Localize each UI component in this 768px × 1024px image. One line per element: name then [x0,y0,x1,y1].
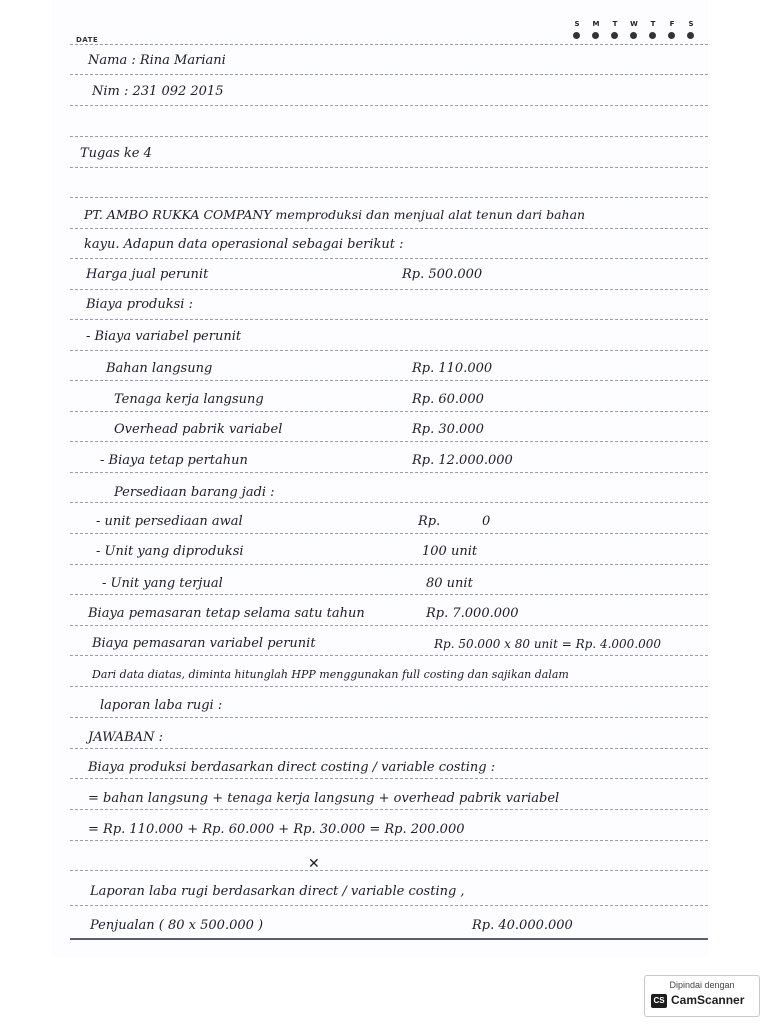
ruled-line [70,380,708,381]
pen-mark: ✕ [308,856,320,872]
camscanner-logo-icon: CS [651,994,667,1008]
ruled-line [70,564,708,565]
question-line-1: Dari data diatas, diminta hitunglah HPP menggunakan full costing dan sajikan dalam [92,668,569,681]
day-label: S [574,20,580,28]
ruled-line [70,289,708,290]
date-label: DATE [76,36,99,44]
units-sold-value: 80 unit [426,576,473,591]
ruled-line [70,167,708,168]
ruled-line [70,748,708,749]
sales-value: Rp. 40.000.000 [472,918,573,933]
answer-line-1: Biaya produksi berdasarkan direct costing / variable costing : [88,760,496,775]
sales-label: Penjualan ( 80 x 500.000 ) [90,918,264,933]
answer-heading: JAWABAN : [88,730,164,745]
ruled-line [70,625,708,626]
ruled-line [70,411,708,412]
ruled-line [70,809,708,810]
question-line-2: laporan laba rugi : [100,698,223,713]
notebook-page [52,0,708,958]
day-dot [630,32,637,39]
name-line: Nama : Rina Mariani [88,53,226,68]
variable-cost-heading: - Biaya variabel perunit [86,329,242,344]
production-cost-heading: Biaya produksi : [86,297,193,312]
income-statement-heading: Laporan laba rugi berdasarkan direct / variable costing , [90,884,465,899]
direct-material-label: Bahan langsung [106,361,213,376]
inventory-heading: Persediaan barang jadi : [114,485,275,500]
ruled-line [70,870,708,871]
beginning-inventory-label: - unit persediaan awal [96,514,243,529]
ruled-line [70,905,708,906]
ruled-line [70,136,708,137]
ruled-line [70,840,708,841]
units-sold-label: - Unit yang terjual [102,576,223,591]
nim-line: Nim : 231 092 2015 [92,84,224,99]
camscanner-watermark [644,975,760,1017]
units-produced-label: - Unit yang diproduksi [96,544,244,559]
beginning-inventory-value: 0 [482,514,491,529]
watermark-brand: CamScanner [671,993,745,1007]
variable-marketing-label: Biaya pemasaran variabel perunit [92,636,316,651]
direct-labor-value: Rp. 60.000 [412,392,484,407]
ruled-line [70,472,708,473]
day-label: W [630,20,638,28]
watermark-caption: Dipindai dengan [669,980,735,990]
ruled-line [70,105,708,106]
day-label: F [669,20,675,28]
variable-overhead-value: Rp. 30.000 [412,422,484,437]
day-label: M [592,20,600,28]
day-label: S [688,20,694,28]
answer-line-2: = bahan langsung + tenaga kerja langsung + overhead pabrik variabel [88,791,560,806]
intro-line-2: kayu. Adapun data operasional sebagai berikut : [84,237,404,252]
ruled-line [70,717,708,718]
day-label: T [612,20,618,28]
day-label: T [650,20,656,28]
fixed-cost-value: Rp. 12.000.000 [412,453,513,468]
ruled-line [70,938,708,940]
units-produced-value: 100 unit [422,544,478,559]
ruled-line [70,594,708,595]
day-dot [573,32,580,39]
fixed-marketing-label: Biaya pemasaran tetap selama satu tahun [88,606,365,621]
selling-price-label: Harga jual perunit [86,267,209,282]
selling-price-value: Rp. 500.000 [402,267,483,282]
ruled-line [70,228,708,229]
fixed-marketing-value: Rp. 7.000.000 [426,606,519,621]
ruled-line [70,319,708,320]
ruled-line [70,686,708,687]
beginning-inventory-rp: Rp. [418,514,441,529]
ruled-line [70,655,708,656]
variable-overhead-label: Overhead pabrik variabel [114,422,283,437]
ruled-line [70,258,708,259]
day-dot [649,32,656,39]
intro-line-1: PT. AMBO RUKKA COMPANY memproduksi dan menjual alat tenun dari bahan [84,207,586,222]
day-dot [687,32,694,39]
variable-marketing-value: Rp. 50.000 x 80 unit = Rp. 4.000.000 [434,637,662,651]
ruled-line [70,502,708,503]
ruled-line [70,441,708,442]
day-dot [668,32,675,39]
day-dot [592,32,599,39]
fixed-cost-label: - Biaya tetap pertahun [100,453,248,468]
ruled-line [70,44,708,45]
direct-material-value: Rp. 110.000 [412,361,493,376]
ruled-line [70,74,708,75]
answer-line-3: = Rp. 110.000 + Rp. 60.000 + Rp. 30.000 = Rp. 200.000 [88,822,465,837]
direct-labor-label: Tenaga kerja langsung [114,392,264,407]
ruled-line [70,197,708,198]
day-dot [611,32,618,39]
ruled-line [70,533,708,534]
ruled-line [70,778,708,779]
assignment-title: Tugas ke 4 [80,146,152,161]
ruled-line [70,350,708,351]
